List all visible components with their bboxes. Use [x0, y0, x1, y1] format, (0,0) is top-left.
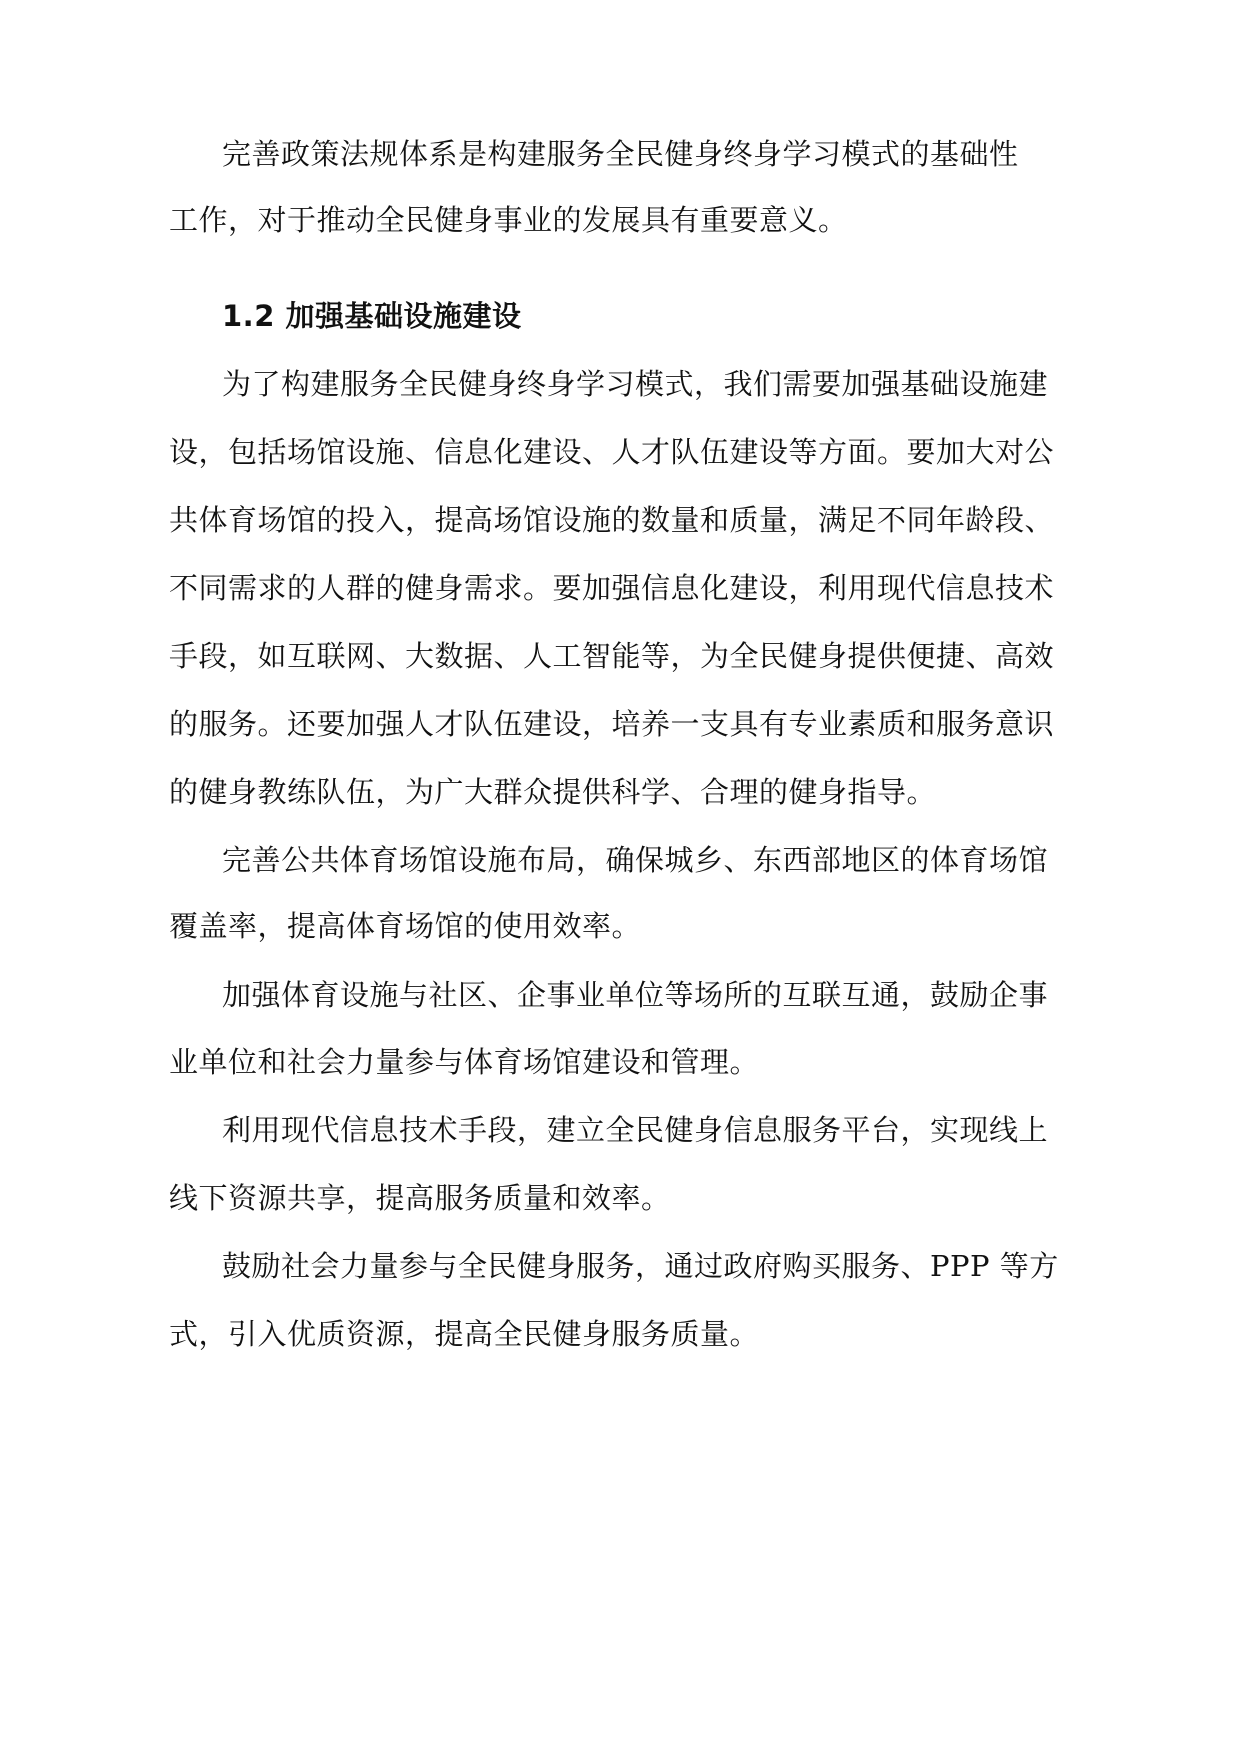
- paragraph-1-line-2: 工作，对于推动全民健身事业的发展具有重要意义。: [169, 203, 848, 237]
- body-paragraph-1-line-3: 共体育场馆的投入，提高场馆设施的数量和质量，满足不同年龄段、: [169, 503, 1055, 537]
- body-paragraph-5-line-1: 鼓励社会力量参与全民健身服务，通过政府购买服务、PPP 等方: [222, 1249, 1059, 1283]
- paragraph-1-line-1: 完善政策法规体系是构建服务全民健身终身学习模式的基础性: [222, 137, 1019, 171]
- body-paragraph-4-line-1: 利用现代信息技术手段，建立全民健身信息服务平台，实现线上: [222, 1113, 1049, 1147]
- body-paragraph-1-line-4: 不同需求的人群的健身需求。要加强信息化建设，利用现代信息技术: [169, 571, 1055, 605]
- body-paragraph-1-line-5: 手段，如互联网、大数据、人工智能等，为全民健身提供便捷、高效: [169, 639, 1055, 673]
- body-paragraph-3-line-2: 业单位和社会力量参与体育场馆建设和管理。: [169, 1045, 760, 1079]
- section-heading: 1.2 加强基础设施建设: [222, 299, 522, 333]
- body-paragraph-1-line-7: 的健身教练队伍，为广大群众提供科学、合理的健身指导。: [169, 775, 937, 809]
- body-paragraph-2-line-2: 覆盖率，提高体育场馆的使用效率。: [169, 909, 642, 943]
- body-paragraph-5-line-2: 式，引入优质资源，提高全民健身服务质量。: [169, 1317, 760, 1351]
- body-paragraph-1-line-1: 为了构建服务全民健身终身学习模式，我们需要加强基础设施建: [222, 367, 1049, 401]
- body-paragraph-4-line-2: 线下资源共享，提高服务质量和效率。: [169, 1181, 671, 1215]
- body-paragraph-1-line-2: 设，包括场馆设施、信息化建设、人才队伍建设等方面。要加大对公: [169, 435, 1055, 469]
- body-paragraph-3-line-1: 加强体育设施与社区、企事业单位等场所的互联互通，鼓励企事: [222, 978, 1049, 1012]
- body-paragraph-2-line-1: 完善公共体育场馆设施布局，确保城乡、东西部地区的体育场馆: [222, 843, 1049, 877]
- body-paragraph-1-line-6: 的服务。还要加强人才队伍建设，培养一支具有专业素质和服务意识: [169, 707, 1055, 741]
